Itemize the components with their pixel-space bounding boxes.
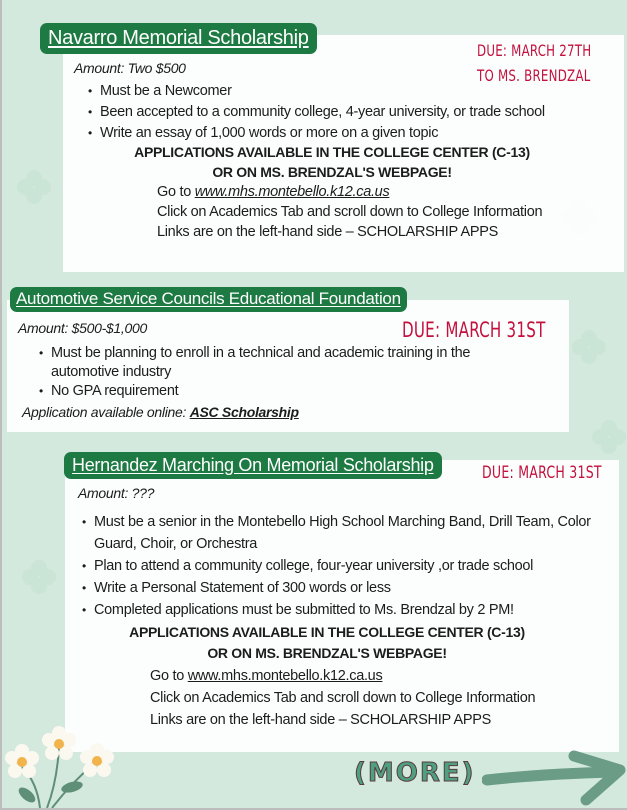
more-label[interactable]: (MORE) (354, 758, 476, 788)
amount: Amount: $500-$1,000 (18, 320, 147, 336)
requirement-item: • Must be planning to enroll in a technical and academic training in the automotive industry (39, 344, 539, 382)
website-link[interactable]: www.mhs.montebello.k12.ca.us (194, 184, 390, 200)
daisy-flowers-icon (2, 722, 132, 808)
instructions: Go to www.mhs.montebello.k12.ca.us Click on Academics Tab and scroll down to College Information Links are on the left-hand side – SCHOLARSHIP APPS (150, 668, 536, 728)
requirement-item: • Completed applications must be submitted to Ms. Brendzal by 2 PM! (82, 599, 617, 621)
clover-decoration (17, 170, 51, 204)
requirements-list (88, 81, 627, 144)
requirements-list (39, 344, 539, 401)
requirements-list (82, 511, 617, 621)
online-application: Application available online: ASC Scholarship (22, 404, 299, 420)
scholarship-title[interactable]: Hernandez Marching On Memorial Scholarship (64, 452, 442, 479)
amount: Amount: ??? (78, 485, 155, 501)
due-date: DUE: MARCH 27TH TO MS. BRENDZAL (477, 41, 592, 85)
requirement-item: • No GPA requirement (39, 382, 539, 401)
scholarship-title[interactable]: Navarro Memorial Scholarship (40, 23, 317, 54)
availability-note: APPLICATIONS AVAILABLE IN THE COLLEGE CENTER (C-13) OR ON MS. BRENDZAL'S WEBPAGE! (129, 624, 525, 661)
due-date: DUE: MARCH 31ST (482, 463, 602, 483)
instructions: Go to www.mhs.montebello.k12.ca.us Click on Academics Tab and scroll down to College Information Links are on the left-hand side – SCHOLARSHIP APPS (157, 184, 543, 240)
requirement-item: • Write a Personal Statement of 300 words or less (82, 577, 617, 599)
availability-note: APPLICATIONS AVAILABLE IN THE COLLEGE CENTER (C-13) OR ON MS. BRENDZAL'S WEBPAGE! (134, 144, 530, 180)
asc-scholarship-link[interactable]: ASC Scholarship (189, 404, 299, 420)
requirement-item: • Plan to attend a community college, four-year university ,or trade school (82, 555, 617, 577)
website-link[interactable]: www.mhs.montebello.k12.ca.us (187, 668, 383, 684)
right-arrow-icon[interactable] (482, 748, 627, 810)
due-date: DUE: MARCH 31ST (402, 318, 546, 342)
scholarship-title[interactable]: Automotive Service Councils Educational Foundation (10, 287, 407, 312)
clover-decoration (572, 330, 606, 364)
requirement-item: • Write an essay of 1,000 words or more on a given topic (88, 123, 627, 144)
clover-decoration (22, 560, 56, 594)
requirement-item: • Must be a Newcomer (88, 81, 627, 102)
clover-decoration (592, 420, 626, 454)
requirement-item: • Must be a senior in the Montebello High School Marching Band, Drill Team, Color Guard, Choir, or Orchestra (82, 511, 617, 555)
amount: Amount: Two $500 (74, 60, 186, 76)
requirement-item: • Been accepted to a community college, 4-year university, or trade school (88, 102, 627, 123)
